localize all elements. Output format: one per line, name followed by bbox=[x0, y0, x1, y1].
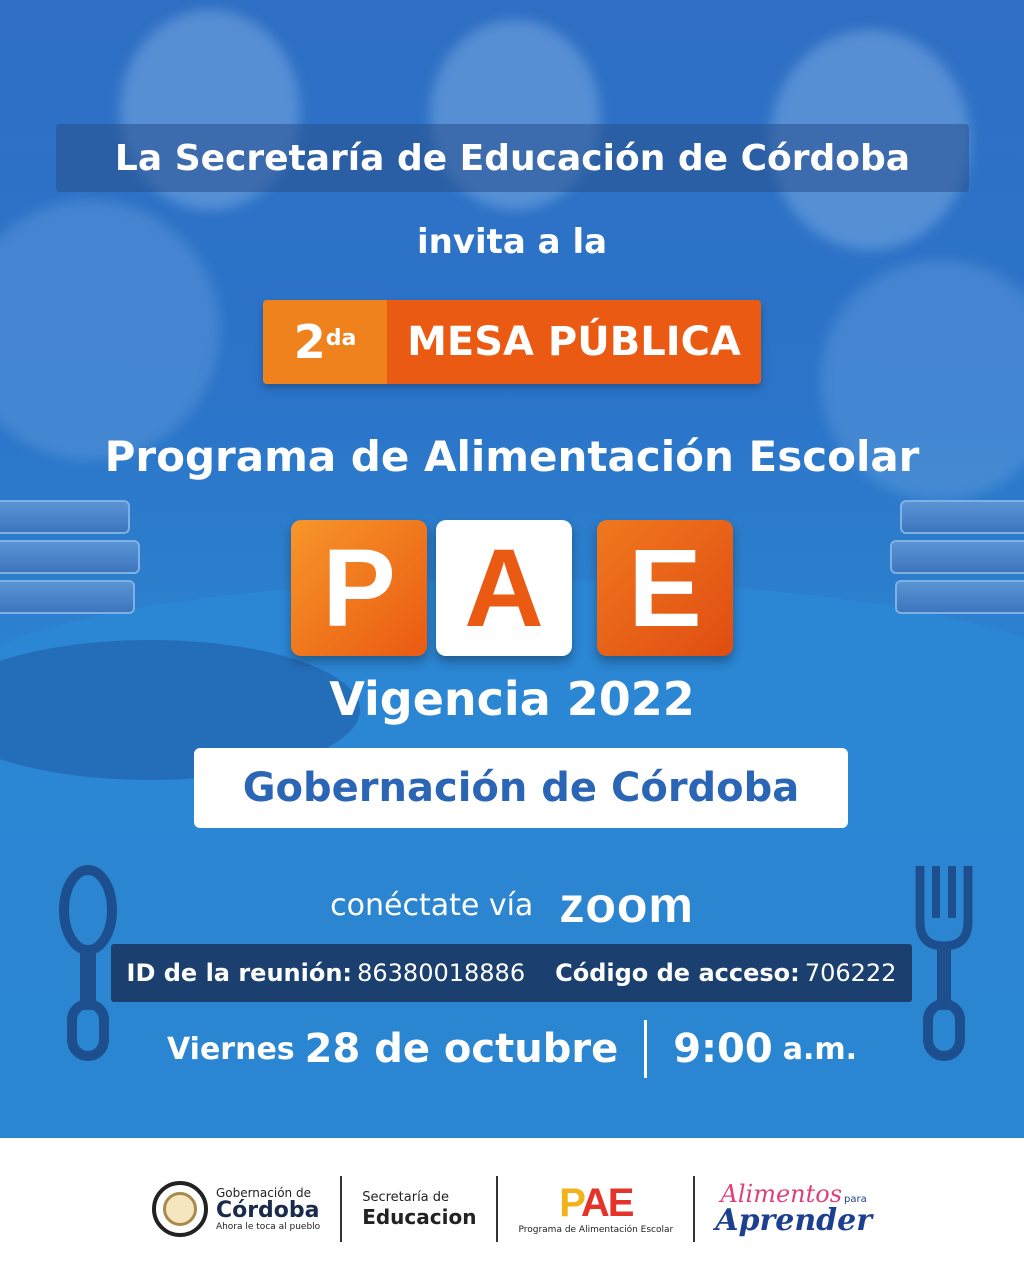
access-code-value: 706222 bbox=[804, 959, 897, 987]
schedule-divider bbox=[644, 1020, 647, 1078]
organizer-box bbox=[194, 748, 848, 828]
pae-letter-a: A bbox=[436, 520, 572, 656]
meeting-id-value: 86380018886 bbox=[357, 959, 526, 987]
schedule-date: 28 de octubre bbox=[304, 1026, 619, 1072]
schedule-time: 9:00 bbox=[673, 1026, 773, 1072]
meeting-credentials-band bbox=[111, 944, 912, 1002]
books-stack-left bbox=[0, 500, 150, 620]
gob-logo-big: Córdoba bbox=[215, 1198, 320, 1223]
pae-logo bbox=[518, 1183, 673, 1235]
sec-logo-big: Educacion bbox=[362, 1204, 477, 1229]
schedule-line bbox=[0, 1020, 1024, 1078]
pae-letter-p: P bbox=[291, 520, 427, 656]
ali-logo-word1: Alimentos bbox=[720, 1180, 843, 1208]
page-title: La Secretaría de Educación de Córdoba bbox=[114, 137, 911, 179]
books-stack-right bbox=[890, 500, 1024, 620]
event-badge bbox=[263, 300, 761, 384]
event-ordinal bbox=[263, 300, 387, 384]
event-name-box bbox=[387, 300, 761, 384]
footer-divider bbox=[693, 1176, 695, 1242]
ali-logo-para: para bbox=[844, 1194, 867, 1205]
secretaria-logo bbox=[362, 1190, 476, 1229]
pae-logo-mark: PAE bbox=[559, 1181, 633, 1225]
ordinal-number: 2 bbox=[293, 315, 326, 369]
alimentos-para-aprender-logo bbox=[715, 1182, 872, 1236]
connect-text: conéctate vía bbox=[330, 887, 534, 923]
schedule-ampm: a.m. bbox=[782, 1031, 858, 1067]
footer-divider bbox=[496, 1176, 498, 1242]
invite-text: invita a la bbox=[416, 222, 608, 262]
connect-line bbox=[0, 876, 1024, 934]
title-band bbox=[56, 124, 969, 192]
pae-logo-subtitle: Programa de Alimentación Escolar bbox=[518, 1225, 674, 1235]
event-name: MESA PÚBLICA bbox=[407, 319, 741, 365]
footer-divider bbox=[340, 1176, 342, 1242]
sec-logo-small: Secretaría de bbox=[362, 1189, 450, 1205]
ordinal-suffix: da bbox=[325, 325, 357, 351]
schedule-day: Viernes bbox=[166, 1031, 295, 1067]
program-title: Programa de Alimentación Escolar bbox=[104, 432, 920, 481]
meeting-id-label: ID de la reunión: bbox=[126, 959, 353, 987]
zoom-logo: zoom bbox=[559, 877, 694, 933]
seal-icon bbox=[152, 1181, 208, 1237]
gob-logo-small: Gobernación de bbox=[215, 1186, 311, 1200]
access-code-label: Código de acceso: bbox=[555, 959, 800, 987]
gob-logo-tagline: Ahora le toca al pueblo bbox=[215, 1222, 321, 1232]
pae-letter-e: E bbox=[597, 520, 733, 656]
organizer-name: Gobernación de Córdoba bbox=[242, 765, 800, 811]
vigencia-text: Vigencia 2022 bbox=[329, 672, 695, 726]
gobernacion-logo bbox=[152, 1181, 320, 1237]
ali-logo-word2: Aprender bbox=[715, 1203, 873, 1238]
logos-footer bbox=[0, 1138, 1024, 1280]
